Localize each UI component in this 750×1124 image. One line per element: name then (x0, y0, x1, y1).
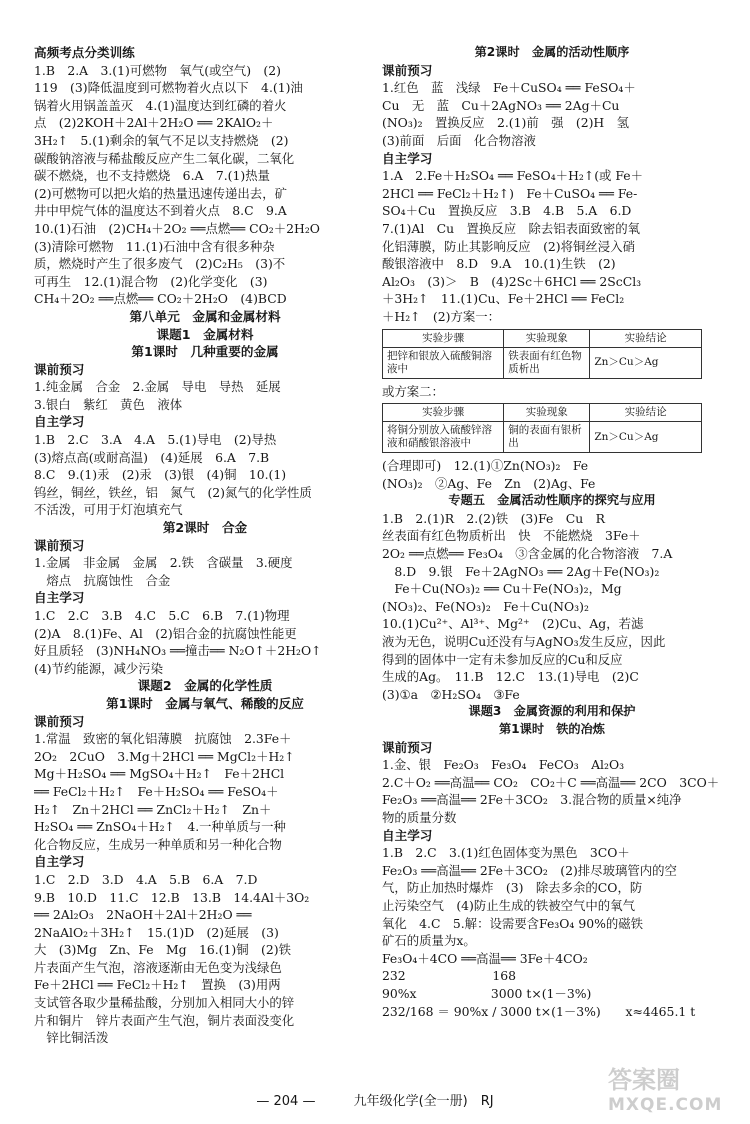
answer-line: 碳酸钠溶液与稀盐酸反应产生二氧化碳，二氧化 (34, 150, 295, 166)
answer-line: 好且质轻 (3)NH₄NO₃ ══撞击══ N₂O↑＋2H₂O↑ (34, 643, 322, 659)
answer-line: 井中甲烷气体的温度达不到着火点 8.C 9.A (34, 203, 287, 219)
lesson-title: 课题1 金属材料 (156, 326, 254, 342)
answer-line: 119 (3)降低温度到可燃物着火点以下 4.(1)油 (34, 80, 303, 96)
watermark-url: MXQE.COM (608, 1095, 723, 1115)
answer-line: (4)节约能源，减少污染 (34, 660, 164, 676)
section-heading: 自主学习 (34, 854, 85, 870)
answer-line: (2)A 8.(1)Fe、Al (2)铝合金的抗腐蚀性能更 (34, 625, 297, 641)
section-heading: 自主学习 (34, 414, 85, 430)
answer-line: 酸银溶液中 8.D 9.A 10.(1)生铁 (2) (382, 256, 616, 272)
answer-line: ＋H₂↑ (2)方案一： (382, 308, 501, 324)
lesson-title: 课题3 金属资源的利用和保护 (468, 704, 636, 719)
answer-line: 片表面产生气泡，溶液逐渐由无色变为浅绿色 (34, 959, 282, 975)
answer-line: 止污染空气 (4)防止生成的铁被空气中的氧气 (382, 897, 635, 913)
table-cell: 铁表面有红色物质析出 (504, 347, 590, 378)
answer-line: SO₄＋Cu 置换反应 3.B 4.B 5.A 6.D (382, 203, 632, 219)
lesson-title: 第1课时 金属与氧气、稀酸的反应 (106, 695, 304, 711)
answer-line: 232 168 (382, 968, 517, 984)
answer-line: H₂SO₄ ══ ZnSO₄＋H₂↑ 4.一种单质与一种 (34, 819, 286, 835)
answer-line: 钨丝，铜丝，铁丝，铝 氮气 (2)氮气的化学性质 (34, 484, 312, 500)
answer-line: Fe＋2HCl ══ FeCl₂＋H₂↑ 置换 (3)用两 (34, 977, 281, 993)
answer-line: Fe₂O₃ ══高温══ 2Fe＋3CO₂ (2)排尽玻璃管内的空 (382, 862, 677, 878)
answer-line: ══ FeCl₂＋H₂↑ Fe＋H₂SO₄ ══ FeSO₄＋ (34, 783, 279, 799)
answer-line: Mg＋H₂SO₄ ══ MgSO₄＋H₂↑ Fe＋2HCl (34, 766, 285, 782)
answer-line: H₂↑ Zn＋2HCl ══ ZnCl₂＋H₂↑ Zn＋ (34, 801, 272, 817)
answer-line: 9.B 10.D 11.C 12.B 13.B 14.4Al＋3O₂ (34, 889, 310, 905)
answer-line: Cu 无 蓝 Cu＋2AgNO₃ ══ 2Ag＋Cu (382, 97, 620, 113)
watermark-mark: 答案圈 (608, 1066, 680, 1094)
answer-line: ＋3H₂↑ 11.(1)Cu、Fe＋2HCl ══ FeCl₂ (382, 291, 625, 307)
answer-line: 2HCl ══ FeCl₂＋H₂↑) Fe＋CuSO₄ ══ Fe- (382, 185, 638, 201)
page-number: — 204 — (256, 1094, 316, 1109)
answer-line: 1.纯金属 合金 2.金属 导电 导热 延展 (34, 379, 281, 395)
answer-line: 支试管各取少量稀盐酸，分别加入相同大小的锌 (34, 995, 295, 1011)
answer-line: Fe₂O₃ ══高温══ 2Fe＋3CO₂ 3.混合物的质量×纯净 (382, 792, 682, 808)
answer-line: Fe₃O₄＋4CO ══高温══ 3Fe＋4CO₂ (382, 950, 588, 966)
answer-line: 1.金、银 Fe₂O₃ Fe₃O₄ FeCO₃ Al₂O₃ (382, 757, 625, 773)
table-header-cell: 实验现象 (504, 329, 590, 347)
table-header-cell: 实验步骤 (383, 329, 504, 347)
answer-line: 1.常温 致密的氧化铝薄膜 抗腐蚀 2.3Fe＋ (34, 731, 292, 747)
table-cell: 将铜分别放入硫酸锌溶液和硝酸银溶液中 (383, 422, 504, 453)
table-row (383, 422, 702, 453)
table-header-cell: 实验结论 (590, 329, 702, 347)
answer-line: 1.金属 非金属 金属 2.铁 含碳量 3.硬度 (34, 555, 293, 571)
answer-line: 90%x 3000 t×(1－3%) (382, 985, 592, 1001)
answer-line: 10.(1)Cu²⁺、Al³⁺、Mg²⁺ (2)Cu、Ag，若滤 (382, 616, 644, 632)
answer-line: 1.B 2.A 3.(1)可燃物 氧气(或空气) (2) (34, 62, 281, 78)
lesson-title: 专题五 金属活动性顺序的探究与应用 (448, 493, 656, 508)
lesson-title: 第2课时 合金 (162, 520, 248, 536)
answer-line: (NO₃)₂ 置换反应 2.(1)前 强 (2)H 氢 (382, 115, 630, 131)
section-heading: 自主学习 (34, 590, 85, 606)
section-heading: 课前预习 (382, 62, 433, 78)
answer-line: 生成的Ag。 11.B 12.C 13.(1)导电 (2)C (382, 669, 639, 685)
answer-line: 8.D 9.银 Fe＋2AgNO₃ ══ 2Ag＋Fe(NO₃)₂ (382, 563, 660, 579)
right-column (382, 44, 722, 1020)
experiment-table (382, 329, 702, 379)
answer-line: 1.B 2.(1)R 2.(2)铁 (3)Fe Cu R (382, 510, 605, 526)
lesson-title: 课题2 金属的化学性质 (137, 678, 273, 694)
answer-line: 物的质量分数 (382, 809, 457, 825)
answer-line: 2.C＋O₂ ══高温══ CO₂ CO₂＋C ══高温══ 2CO 3CO＋ (382, 774, 720, 790)
answer-line: Al₂O₃ (3)＞ B (4)2Sc＋6HCl ══ 2ScCl₃ (382, 273, 642, 289)
answer-line: 化铝薄膜，防止其影响反应 (2)将铜丝浸入硝 (382, 238, 635, 254)
table-header-cell: 实验步骤 (383, 404, 504, 422)
answer-line: 1.C 2.D 3.D 4.A 5.B 6.A 7.D (34, 871, 258, 887)
answer-line: 10.(1)石油 (2)CH₄＋2O₂ ══点燃══ CO₂＋2H₂O (34, 220, 320, 236)
answer-line: 得到的固体中一定有未参加反应的Cu和反应 (382, 651, 623, 667)
answer-line: 锌比铜活泼 (34, 1030, 109, 1046)
answer-line: (3)熔点高(或耐高温) (4)延展 6.A 7.B (34, 449, 270, 465)
answer-line: 2NaAlO₂＋3H₂↑ 15.(1)D (2)延展 (3) (34, 924, 279, 940)
section-heading: 课前预习 (34, 361, 85, 377)
left-column (34, 44, 376, 1047)
answer-line: 熔点 抗腐蚀性 合金 (34, 572, 171, 588)
answer-line: (合理即可) 12.(1)①Zn(NO₃)₂ Fe (382, 458, 589, 474)
answer-line: 1.B 2.C 3.A 4.A 5.(1)导电 (2)导热 (34, 432, 277, 448)
answer-line: 化合物反应，生成另一种单质和另一种化合物 (34, 836, 282, 852)
answer-line: 氧化 4.C 5.解：设需要含Fe₃O₄ 90%的磁铁 (382, 915, 644, 931)
answer-line: 1.红色 蓝 浅绿 Fe＋CuSO₄ ══ FeSO₄＋ (382, 80, 636, 96)
book-title: 九年级化学(全一册) RJ (353, 1094, 494, 1109)
answer-line: 点 (2)2KOH＋2Al＋2H₂O ══ 2KAlO₂＋ (34, 115, 274, 131)
answer-line: (3)①a ②H₂SO₄ ③Fe (382, 686, 520, 702)
section-heading: 高频考点分类训练 (34, 45, 135, 60)
lesson-title: 第八单元 金属和金属材料 (129, 308, 281, 324)
table-cell: 把锌和银放入硫酸铜溶液中 (383, 347, 504, 378)
answer-line: ══ 2Al₂O₃ 2NaOH＋2Al＋2H₂O ══ (34, 907, 252, 923)
section-heading: 自主学习 (382, 827, 433, 843)
section-heading: 课前预习 (382, 739, 433, 755)
answer-line: 液为无色，说明Cu还没有与AgNO₃发生反应，因此 (382, 634, 666, 650)
answer-line: (3)前面 后面 化合物溶液 (382, 132, 536, 148)
answer-line: 2O₂ 2CuO 3.Mg＋2HCl ══ MgCl₂＋H₂↑ (34, 748, 295, 764)
table-header-cell: 实验结论 (590, 404, 702, 422)
answer-line: 气，防止加热时爆炸 (3) 除去多余的CO，防 (382, 880, 643, 896)
answer-line: (NO₃)₂、Fe(NO₃)₂ Fe＋Cu(NO₃)₂ (382, 598, 589, 614)
section-heading: 自主学习 (382, 150, 433, 166)
table-cell: 铜的表面有银析出 (504, 422, 590, 453)
answer-line: 丝表面有红色物质析出 快 不能燃烧 3Fe＋ (382, 528, 641, 544)
experiment-table (382, 403, 702, 453)
section-heading: 课前预习 (34, 537, 85, 553)
answer-line: 质，燃烧时产生了很多废气 (2)C₂H₅ (3)不 (34, 256, 286, 272)
answer-line: 片和铜片 锌片表面产生气泡，铜片表面没变化 (34, 1012, 295, 1028)
answer-line: 碳不燃烧，也不支持燃烧 6.A 7.(1)热量 (34, 168, 271, 184)
answer-line: 3H₂↑ 5.(1)剩余的氧气不足以支持燃烧 (2) (34, 132, 289, 148)
answer-line: (2)可燃物可以把火焰的热量迅速传递出去，矿 (34, 185, 287, 201)
lesson-title: 第1课时 几种重要的金属 (131, 344, 279, 360)
answer-line: 可再生 12.(1)混合物 (2)化学变化 (3) (34, 273, 268, 289)
answer-line: 3.银白 紫红 黄色 液体 (34, 396, 183, 412)
answer-line: CH₄＋2O₂ ══点燃══ CO₂＋2H₂O (4)BCD (34, 291, 287, 307)
watermark-logo (608, 1060, 736, 1118)
answer-line: 2O₂ ══点燃══ Fe₃O₄ ③含金属的化合物溶液 7.A (382, 546, 673, 562)
table-cell: Zn＞Cu＞Ag (590, 422, 702, 453)
answer-line: 锅着火用锅盖盖灭 4.(1)温度达到红磷的着火 (34, 97, 287, 113)
answer-line: 1.B 2.C 3.(1)红色固体变为黑色 3CO＋ (382, 845, 630, 861)
answer-line: (NO₃)₂ ②Ag、Fe Zn (2)Ag、Fe (382, 475, 596, 491)
lesson-title: 第1课时 铁的冶炼 (499, 722, 605, 736)
answer-line: 矿石的质量为x。 (382, 933, 476, 949)
table-row (383, 347, 702, 378)
answer-line: 或方案二： (382, 383, 444, 399)
answer-line: 7.(1)Al Cu 置换反应 除去铝表面致密的氧 (382, 220, 640, 236)
answer-line: Fe＋Cu(NO₃)₂ ══ Cu＋Fe(NO₃)₂，Mg (382, 581, 622, 597)
lesson-title: 第2课时 金属的活动性顺序 (474, 45, 630, 59)
answer-line: 1.A 2.Fe＋H₂SO₄ ══ FeSO₄＋H₂↑(或 Fe＋ (382, 168, 644, 184)
answer-line: 232/168 ＝ 90%x / 3000 t×(1－3%) x≈4465.1 t (382, 1003, 696, 1019)
table-header-cell: 实验现象 (504, 404, 590, 422)
answer-line: 不活泼，可用于灯泡填充气 (34, 502, 183, 518)
answer-line: 1.C 2.C 3.B 4.C 5.C 6.B 7.(1)物理 (34, 608, 290, 623)
section-heading: 课前预习 (34, 713, 85, 729)
answer-line: 大 (3)Mg Zn、Fe Mg 16.(1)铜 (2)铁 (34, 942, 291, 958)
answer-line: 8.C 9.(1)汞 (2)汞 (3)银 (4)铜 10.(1) (34, 467, 287, 483)
table-cell: Zn＞Cu＞Ag (590, 347, 702, 378)
answer-line: (3)清除可燃物 11.(1)石油中含有很多种杂 (34, 238, 275, 254)
